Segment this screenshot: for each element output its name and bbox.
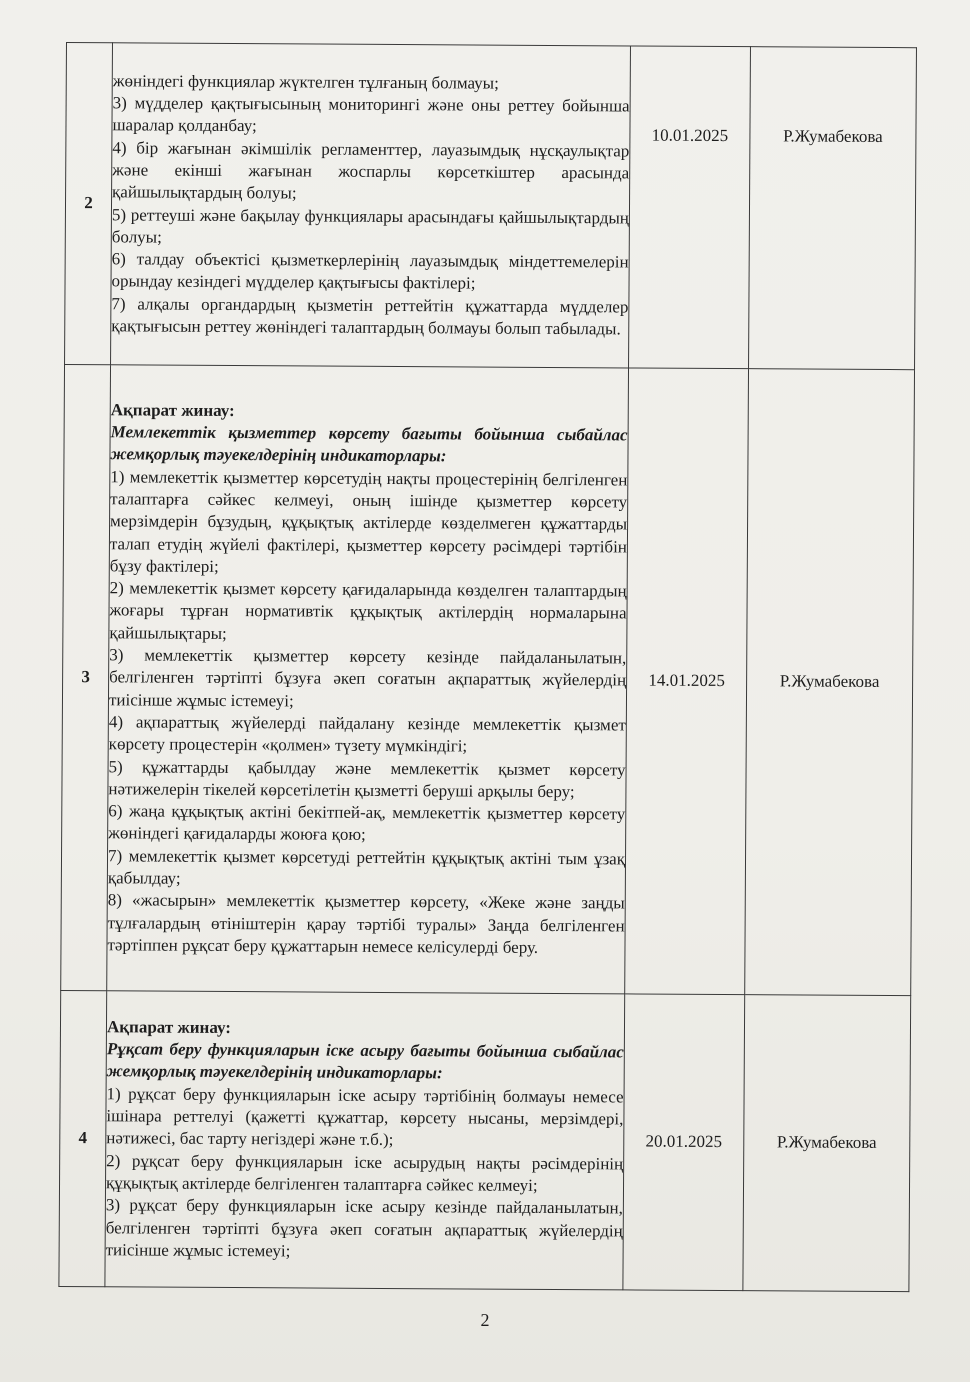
section-heading: Ақпарат жинау: — [110, 400, 235, 420]
list-item: 4) бір жағынан әкімшілік регламенттер, лауазымдық нұсқаулықтар және екінші жағынан жоспарлы көрсеткіштер арасында қайшылықтардың болуы; — [112, 137, 630, 203]
deadline-date: 20.01.2025 — [623, 994, 745, 1291]
list-item: 4) ақпараттық жүйелерді пайдалану кезінде мемлекеттік қызмет көрсету процестерін «қолмен» түзету мүмкіндігі; — [108, 712, 626, 756]
section-title: Мемлекеттік қызметтер көрсету бағыты бойынша сыбайлас жемқорлық тәуекелдерінің индикаторлары: — [110, 422, 628, 466]
table-row — [61, 364, 915, 995]
responsible-person: Р.Жумабекова — [749, 47, 917, 370]
page-number: 2 — [480, 1310, 490, 1330]
list-item: 5) реттеуші және бақылау функциялары арасындағы қайшылықтардың болуы; — [111, 204, 629, 247]
measure-description — [107, 365, 629, 994]
list-item: 8) «жасырын» мемлекеттік қызметтер көрсету, «Жеке және заңды тұлғалардың өтініштерін қарау тәртібі туралы» Заңда белгіленген тәртіппен рұқсат беру құжаттарын немесе келісулерді беру. — [107, 890, 625, 957]
measure-description — [105, 991, 625, 1290]
section-title: Рұқсат беру функцияларын іске асыру бағыты бойынша сыбайлас жемқорлық тәуекелдерінің индикаторлары: — [106, 1039, 624, 1083]
list-item: 1) мемлекеттік қызметтер көрсетудің нақты процестерінің белгіленген талаптарға сәйкес келмеуі, оның ішінде қызметтер көрсету мерзімдерін бұзудың, құқықтық актілерде көзделмеген құжаттарды талап етудің жүйелі фактілері, қызметтер көрсету рәсімдері тәртібін бұзу фактілері; — [109, 466, 628, 576]
table-row — [59, 990, 911, 1291]
row-number: 3 — [61, 364, 111, 990]
section-heading: Ақпарат жинау: — [106, 1017, 232, 1037]
list-item: 2) рұқсат беру функцияларын іске асырудың нақты рәсімдерінің құқықтық актілерде белгіленген талаптарға сәйкес келмеуі; — [105, 1150, 624, 1195]
list-item: 3) рұқсат беру функцияларын іске асыру кезінде пайдаланылатын, белгіленген тәртіпті бұзуға әкеп соғатын ақпараттық жүйелердің тиісінше жұмыс істемеуі; — [105, 1195, 623, 1261]
list-item: 6) талдау объектісі қызметкерлерінің лауазымдық міндеттемелерін орындау кезіндегі мүдделер қақтығысы фактілері; — [111, 249, 629, 293]
responsible-person: Р.Жумабекова — [745, 369, 915, 996]
list-item: жөніндегі функциялар жүктелген тұлғаның болмауы; — [112, 71, 499, 93]
deadline-date: 14.01.2025 — [625, 368, 749, 995]
measure-description — [111, 43, 631, 368]
row-number: 2 — [65, 43, 113, 365]
responsible-person: Р.Жумабекова — [743, 995, 911, 1292]
row-number: 4 — [59, 990, 107, 1286]
list-item: 6) жаңа құқықтық актіні бекітпей-ақ, мемлекеттік қызметтер көрсету жөніндегі қағидаларды жоюға қою; — [108, 801, 626, 845]
list-item: 7) алқалы органдардың қызметін реттейтін құжаттарда мүдделер қақтығысын реттеу жөніндегі талаптардың болмауы болып табылады. — [111, 293, 629, 339]
action-plan-table — [58, 42, 917, 1292]
list-item: 2) мемлекеттік қызмет көрсету қағидаларында көзделген талаптардың жоғары тұрған нормативтік құқықтық актілердің нормаларына қайшылықтары; — [109, 578, 627, 643]
list-item: 1) рұқсат беру функцияларын іске асыру тәртібінің болмауы немесе ішінара реттелуі (қажетті құжаттар, көрсету нысаны, мерзімдері, нәтижесі, бас тарту негіздері және т.б.); — [106, 1084, 624, 1150]
list-item: 7) мемлекеттік қызмет көрсетуді реттейтін құқықтық актіні тым ұзақ қабылдау; — [107, 845, 626, 888]
table-row — [65, 43, 917, 370]
list-item: 5) құжаттарды қабылдау және мемлекеттік қызмет көрсету нәтижелерін тікелей көрсетілетін қызметті беруші арқылы беру; — [108, 756, 626, 801]
list-item: 3) мүдделер қақтығысының мониторингі және оны реттеу бойынша шаралар қолданбау; — [112, 93, 630, 136]
list-item: 3) мемлекеттік қызметтер көрсету кезінде пайдаланылатын, белгіленген тәртіпті бұзуға әкеп соғатын ақпараттық жүйелердің тиісінше жұмыс істемеуі; — [108, 645, 627, 711]
deadline-date: 10.01.2025 — [629, 46, 751, 369]
